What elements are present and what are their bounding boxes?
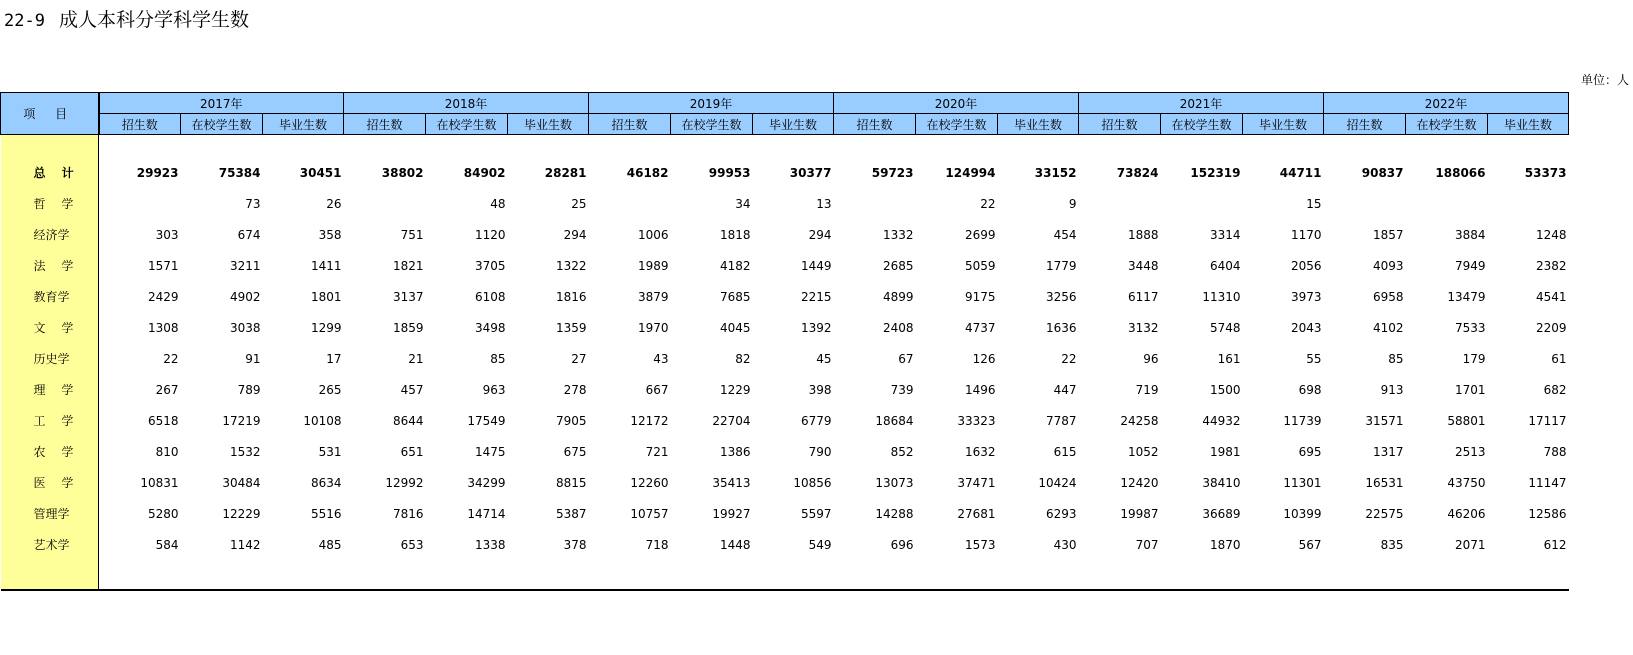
table-cell: 17549 xyxy=(467,413,506,428)
table-cell: 5597 xyxy=(800,506,832,521)
table-cell: 85 xyxy=(1388,351,1404,366)
table-row xyxy=(1,281,1569,312)
table-cell: 96 xyxy=(1143,351,1159,366)
table-cell: 1006 xyxy=(637,227,669,242)
table-cell: 33323 xyxy=(957,413,996,428)
table-row xyxy=(1,188,1569,219)
table-cell: 33152 xyxy=(1034,165,1077,180)
table-cell: 1052 xyxy=(1127,444,1159,459)
table-cell: 3211 xyxy=(229,258,261,273)
table-cell: 3132 xyxy=(1127,320,1159,335)
table-cell: 124994 xyxy=(945,165,996,180)
table-cell: 9 xyxy=(1068,196,1077,211)
row-label: 艺术学 xyxy=(1,529,99,560)
table-cell: 10108 xyxy=(303,413,342,428)
table-cell: 11147 xyxy=(1528,475,1567,490)
table-cell: 27681 xyxy=(957,506,996,521)
table-cell: 1701 xyxy=(1454,382,1486,397)
table-cell: 44932 xyxy=(1202,413,1241,428)
table-cell: 6293 xyxy=(1045,506,1077,521)
table-cell: 1981 xyxy=(1209,444,1241,459)
table-cell: 10424 xyxy=(1038,475,1077,490)
table-cell: 24258 xyxy=(1120,413,1159,428)
header-year: 2019年 xyxy=(589,93,834,114)
table-cell: 430 xyxy=(1053,537,1077,552)
table-cell: 17219 xyxy=(222,413,261,428)
table-cell: 2382 xyxy=(1535,258,1567,273)
table-cell: 7816 xyxy=(392,506,424,521)
table-cell: 303 xyxy=(155,227,179,242)
table-cell: 4045 xyxy=(719,320,751,335)
table-cell: 719 xyxy=(1135,382,1159,397)
table-cell: 2209 xyxy=(1535,320,1567,335)
table-cell: 12420 xyxy=(1120,475,1159,490)
table-cell: 1248 xyxy=(1535,227,1567,242)
header-year: 2018年 xyxy=(344,93,589,114)
table-cell: 59723 xyxy=(871,165,914,180)
table-cell: 698 xyxy=(1298,382,1322,397)
table-cell xyxy=(589,188,671,219)
table-cell: 45 xyxy=(816,351,832,366)
table-cell xyxy=(344,188,426,219)
header-sub: 招生数 xyxy=(834,114,916,135)
row-label: 经济学 xyxy=(1,219,99,250)
table-cell: 10399 xyxy=(1283,506,1322,521)
table-row xyxy=(1,374,1569,405)
table-row xyxy=(1,436,1569,467)
table-cell: 161 xyxy=(1217,351,1241,366)
table-cell: 1989 xyxy=(637,258,669,273)
table-cell: 3973 xyxy=(1290,289,1322,304)
table-cell: 28281 xyxy=(544,165,587,180)
table-cell: 30484 xyxy=(222,475,261,490)
table-cell: 152319 xyxy=(1190,165,1241,180)
table-cell: 2429 xyxy=(147,289,179,304)
table-cell: 30451 xyxy=(299,165,342,180)
table-cell xyxy=(1161,188,1243,219)
table-cell: 963 xyxy=(482,382,506,397)
table-cell: 835 xyxy=(1380,537,1404,552)
table-cell: 5280 xyxy=(147,506,179,521)
table-cell: 790 xyxy=(808,444,832,459)
table-cell: 13073 xyxy=(875,475,914,490)
table-cell: 1859 xyxy=(392,320,424,335)
table-cell: 38410 xyxy=(1202,475,1241,490)
table-cell: 43750 xyxy=(1447,475,1486,490)
header-item: 项 目 xyxy=(1,93,99,135)
table-cell: 2699 xyxy=(964,227,996,242)
table-cell: 19927 xyxy=(712,506,751,521)
table-cell: 7905 xyxy=(555,413,587,428)
table-cell: 34299 xyxy=(467,475,506,490)
table-cell: 22704 xyxy=(712,413,751,428)
table-cell: 454 xyxy=(1053,227,1077,242)
table-cell: 3314 xyxy=(1209,227,1241,242)
table-cell: 9175 xyxy=(964,289,996,304)
table-cell: 4102 xyxy=(1372,320,1404,335)
table-cell: 1386 xyxy=(719,444,751,459)
table-cell: 11310 xyxy=(1202,289,1241,304)
table-cell: 22 xyxy=(980,196,996,211)
row-label: 历史学 xyxy=(1,343,99,374)
table-cell: 265 xyxy=(318,382,342,397)
table-cell: 188066 xyxy=(1435,165,1486,180)
table-cell: 18684 xyxy=(875,413,914,428)
table-cell: 35413 xyxy=(712,475,751,490)
table-cell: 1779 xyxy=(1045,258,1077,273)
table-cell: 1322 xyxy=(555,258,587,273)
table-cell xyxy=(1488,188,1569,219)
table-cell: 721 xyxy=(645,444,669,459)
table-cell: 4093 xyxy=(1372,258,1404,273)
table-cell: 1359 xyxy=(555,320,587,335)
header-sub: 在校学生数 xyxy=(426,114,508,135)
table-cell: 3884 xyxy=(1454,227,1486,242)
table-cell: 1821 xyxy=(392,258,424,273)
table-cell: 5748 xyxy=(1209,320,1241,335)
table-cell: 485 xyxy=(318,537,342,552)
table-cell: 14288 xyxy=(875,506,914,521)
table-cell: 1500 xyxy=(1209,382,1241,397)
table-cell: 4737 xyxy=(964,320,996,335)
table-cell: 1532 xyxy=(229,444,261,459)
table-cell xyxy=(1324,188,1406,219)
table-cell: 22 xyxy=(1061,351,1077,366)
row-label: 理 学 xyxy=(1,374,99,405)
table-cell: 7787 xyxy=(1045,413,1077,428)
table-cell: 17117 xyxy=(1528,413,1567,428)
table-cell: 14714 xyxy=(467,506,506,521)
table-cell: 15 xyxy=(1306,196,1322,211)
table-cell: 567 xyxy=(1298,537,1322,552)
table-cell: 31571 xyxy=(1365,413,1404,428)
table-cell: 718 xyxy=(645,537,669,552)
table-cell: 1142 xyxy=(229,537,261,552)
table-cell: 1170 xyxy=(1290,227,1322,242)
table-cell: 2513 xyxy=(1454,444,1486,459)
table-cell: 1870 xyxy=(1209,537,1241,552)
table-cell: 2056 xyxy=(1290,258,1322,273)
table-cell: 91 xyxy=(245,351,261,366)
table-cell: 615 xyxy=(1053,444,1077,459)
unit-label: 单位：人 xyxy=(1580,73,1629,87)
header-year: 2021年 xyxy=(1079,93,1324,114)
table-cell: 11739 xyxy=(1283,413,1322,428)
table-cell: 5516 xyxy=(310,506,342,521)
table-cell: 126 xyxy=(972,351,996,366)
table-cell: 179 xyxy=(1462,351,1486,366)
data-table xyxy=(0,92,1569,591)
table-cell: 1475 xyxy=(474,444,506,459)
table-cell: 2071 xyxy=(1454,537,1486,552)
table-cell: 707 xyxy=(1135,537,1159,552)
table-row xyxy=(1,529,1569,560)
table-cell: 17 xyxy=(326,351,342,366)
table-cell: 1818 xyxy=(719,227,751,242)
table-cell: 378 xyxy=(563,537,587,552)
table-cell: 12992 xyxy=(385,475,424,490)
header-sub: 在校学生数 xyxy=(1161,114,1243,135)
table-cell: 3498 xyxy=(474,320,506,335)
table-cell: 16531 xyxy=(1365,475,1404,490)
table-cell: 43 xyxy=(653,351,669,366)
table-cell: 2043 xyxy=(1290,320,1322,335)
table-cell: 1632 xyxy=(964,444,996,459)
table-cell: 1338 xyxy=(474,537,506,552)
table-row xyxy=(1,219,1569,250)
table-cell: 1120 xyxy=(474,227,506,242)
table-cell: 1308 xyxy=(147,320,179,335)
row-label: 管理学 xyxy=(1,498,99,529)
table-cell: 531 xyxy=(318,444,342,459)
table-cell: 1299 xyxy=(310,320,342,335)
table-row xyxy=(1,250,1569,281)
header-sub: 招生数 xyxy=(589,114,671,135)
table-cell: 73 xyxy=(245,196,261,211)
table-cell: 653 xyxy=(400,537,424,552)
table-cell: 584 xyxy=(155,537,179,552)
table-cell: 4541 xyxy=(1535,289,1567,304)
header-sub: 毕业生数 xyxy=(508,114,589,135)
table-cell: 913 xyxy=(1380,382,1404,397)
table-cell: 2215 xyxy=(800,289,832,304)
table-cell: 267 xyxy=(155,382,179,397)
table-row xyxy=(1,405,1569,436)
table-cell: 4182 xyxy=(719,258,751,273)
table-cell: 788 xyxy=(1543,444,1567,459)
header-sub: 毕业生数 xyxy=(753,114,834,135)
table-cell: 447 xyxy=(1053,382,1077,397)
table-cell: 13 xyxy=(816,196,832,211)
header-sub: 毕业生数 xyxy=(1243,114,1324,135)
table-cell: 10757 xyxy=(630,506,669,521)
table-cell: 61 xyxy=(1551,351,1567,366)
table-cell: 7949 xyxy=(1454,258,1486,273)
table-cell: 84902 xyxy=(463,165,506,180)
header-sub: 在校学生数 xyxy=(1406,114,1488,135)
table-cell: 667 xyxy=(645,382,669,397)
table-cell: 38802 xyxy=(381,165,424,180)
header-year: 2017年 xyxy=(99,93,344,114)
table-cell: 5059 xyxy=(964,258,996,273)
table-cell: 3038 xyxy=(229,320,261,335)
table-cell: 22575 xyxy=(1365,506,1404,521)
table-cell: 82 xyxy=(735,351,751,366)
table-cell: 25 xyxy=(571,196,587,211)
table-cell: 651 xyxy=(400,444,424,459)
page-title xyxy=(4,5,249,32)
table-cell: 34 xyxy=(735,196,751,211)
table-cell: 12586 xyxy=(1528,506,1567,521)
table-cell: 1317 xyxy=(1372,444,1404,459)
table-cell: 398 xyxy=(808,382,832,397)
table-cell: 53373 xyxy=(1524,165,1567,180)
table-cell: 13479 xyxy=(1447,289,1486,304)
table-title: 成人本科分学科学生数 xyxy=(58,9,249,31)
table-cell: 6958 xyxy=(1372,289,1404,304)
table-cell: 30377 xyxy=(789,165,832,180)
table-cell: 612 xyxy=(1543,537,1567,552)
table-cell: 10856 xyxy=(793,475,832,490)
table-cell: 7685 xyxy=(719,289,751,304)
table-cell: 751 xyxy=(400,227,424,242)
table-cell: 1888 xyxy=(1127,227,1159,242)
table-cell xyxy=(834,188,916,219)
table-cell: 27 xyxy=(571,351,587,366)
header-sub: 在校学生数 xyxy=(916,114,998,135)
row-label: 文 学 xyxy=(1,312,99,343)
table-cell: 674 xyxy=(237,227,261,242)
header-sub: 毕业生数 xyxy=(998,114,1079,135)
table-cell: 19987 xyxy=(1120,506,1159,521)
table-cell: 358 xyxy=(318,227,342,242)
header-sub: 招生数 xyxy=(1079,114,1161,135)
row-label: 法 学 xyxy=(1,250,99,281)
table-cell: 1392 xyxy=(800,320,832,335)
table-cell: 3256 xyxy=(1045,289,1077,304)
table-cell: 6518 xyxy=(147,413,179,428)
table-cell: 682 xyxy=(1543,382,1567,397)
header-sub: 招生数 xyxy=(99,114,181,135)
table-cell: 6108 xyxy=(474,289,506,304)
table-cell: 696 xyxy=(890,537,914,552)
table-cell: 55 xyxy=(1306,351,1322,366)
row-label: 教育学 xyxy=(1,281,99,312)
table-cell: 11301 xyxy=(1283,475,1322,490)
table-cell: 58801 xyxy=(1447,413,1486,428)
table-cell xyxy=(1406,188,1488,219)
header-sub: 毕业生数 xyxy=(1488,114,1569,135)
table-cell xyxy=(99,188,181,219)
table-cell: 37471 xyxy=(957,475,996,490)
table-cell: 294 xyxy=(808,227,832,242)
table-cell: 12172 xyxy=(630,413,669,428)
table-cell: 3879 xyxy=(637,289,669,304)
table-cell: 789 xyxy=(237,382,261,397)
header-sub: 毕业生数 xyxy=(263,114,344,135)
table-cell: 73824 xyxy=(1116,165,1159,180)
table-cell: 1857 xyxy=(1372,227,1404,242)
table-cell: 1816 xyxy=(555,289,587,304)
table-cell: 22 xyxy=(163,351,179,366)
table-cell: 99953 xyxy=(708,165,751,180)
table-cell: 1229 xyxy=(719,382,751,397)
table-cell: 1801 xyxy=(310,289,342,304)
table-cell: 675 xyxy=(563,444,587,459)
table-cell: 3137 xyxy=(392,289,424,304)
table-cell: 46182 xyxy=(626,165,669,180)
table-cell: 4899 xyxy=(882,289,914,304)
row-label: 总 计 xyxy=(1,157,99,188)
row-label: 医 学 xyxy=(1,467,99,498)
header-year: 2022年 xyxy=(1324,93,1569,114)
table-cell: 4902 xyxy=(229,289,261,304)
table-cell: 1332 xyxy=(882,227,914,242)
table-cell: 75384 xyxy=(218,165,261,180)
table-cell: 1449 xyxy=(800,258,832,273)
table-cell: 6779 xyxy=(800,413,832,428)
table-cell: 12260 xyxy=(630,475,669,490)
table-cell: 26 xyxy=(326,196,342,211)
table-cell: 1970 xyxy=(637,320,669,335)
table-row xyxy=(1,498,1569,529)
table-cell: 3705 xyxy=(474,258,506,273)
row-label: 工 学 xyxy=(1,405,99,436)
table-cell: 278 xyxy=(563,382,587,397)
table-cell: 7533 xyxy=(1454,320,1486,335)
table-cell: 90837 xyxy=(1361,165,1404,180)
row-label: 农 学 xyxy=(1,436,99,467)
table-cell: 457 xyxy=(400,382,424,397)
table-cell: 549 xyxy=(808,537,832,552)
table-cell: 2408 xyxy=(882,320,914,335)
table-cell: 6117 xyxy=(1127,289,1159,304)
table-cell: 1636 xyxy=(1045,320,1077,335)
row-label: 哲 学 xyxy=(1,188,99,219)
table-cell: 85 xyxy=(490,351,506,366)
table-cell: 294 xyxy=(563,227,587,242)
table-cell: 1573 xyxy=(964,537,996,552)
table-cell: 29923 xyxy=(136,165,179,180)
table-cell: 852 xyxy=(890,444,914,459)
table-row xyxy=(1,343,1569,374)
table-cell: 12229 xyxy=(222,506,261,521)
table-row xyxy=(1,312,1569,343)
table-cell: 3448 xyxy=(1127,258,1159,273)
table-cell: 46206 xyxy=(1447,506,1486,521)
table-cell: 695 xyxy=(1298,444,1322,459)
table-cell: 5387 xyxy=(555,506,587,521)
table-cell: 8815 xyxy=(555,475,587,490)
table-cell: 810 xyxy=(155,444,179,459)
table-cell: 36689 xyxy=(1202,506,1241,521)
header-sub: 在校学生数 xyxy=(181,114,263,135)
table-cell: 8634 xyxy=(310,475,342,490)
table-cell: 8644 xyxy=(392,413,424,428)
header-sub: 招生数 xyxy=(344,114,426,135)
table-number: 22-9 xyxy=(4,11,45,31)
table-cell: 1448 xyxy=(719,537,751,552)
table-cell: 739 xyxy=(890,382,914,397)
table-cell xyxy=(1079,188,1161,219)
table-cell: 1571 xyxy=(147,258,179,273)
table-cell: 1411 xyxy=(310,258,342,273)
header-sub: 招生数 xyxy=(1324,114,1406,135)
table-cell: 67 xyxy=(898,351,914,366)
table-row xyxy=(1,157,1569,188)
header-sub: 在校学生数 xyxy=(671,114,753,135)
table-cell: 48 xyxy=(490,196,506,211)
table-cell: 44711 xyxy=(1279,165,1322,180)
table-cell: 21 xyxy=(408,351,424,366)
header-year: 2020年 xyxy=(834,93,1079,114)
table-cell: 1496 xyxy=(964,382,996,397)
table-cell: 2685 xyxy=(882,258,914,273)
table-row xyxy=(1,467,1569,498)
table-cell: 6404 xyxy=(1209,258,1241,273)
table-cell: 10831 xyxy=(140,475,179,490)
